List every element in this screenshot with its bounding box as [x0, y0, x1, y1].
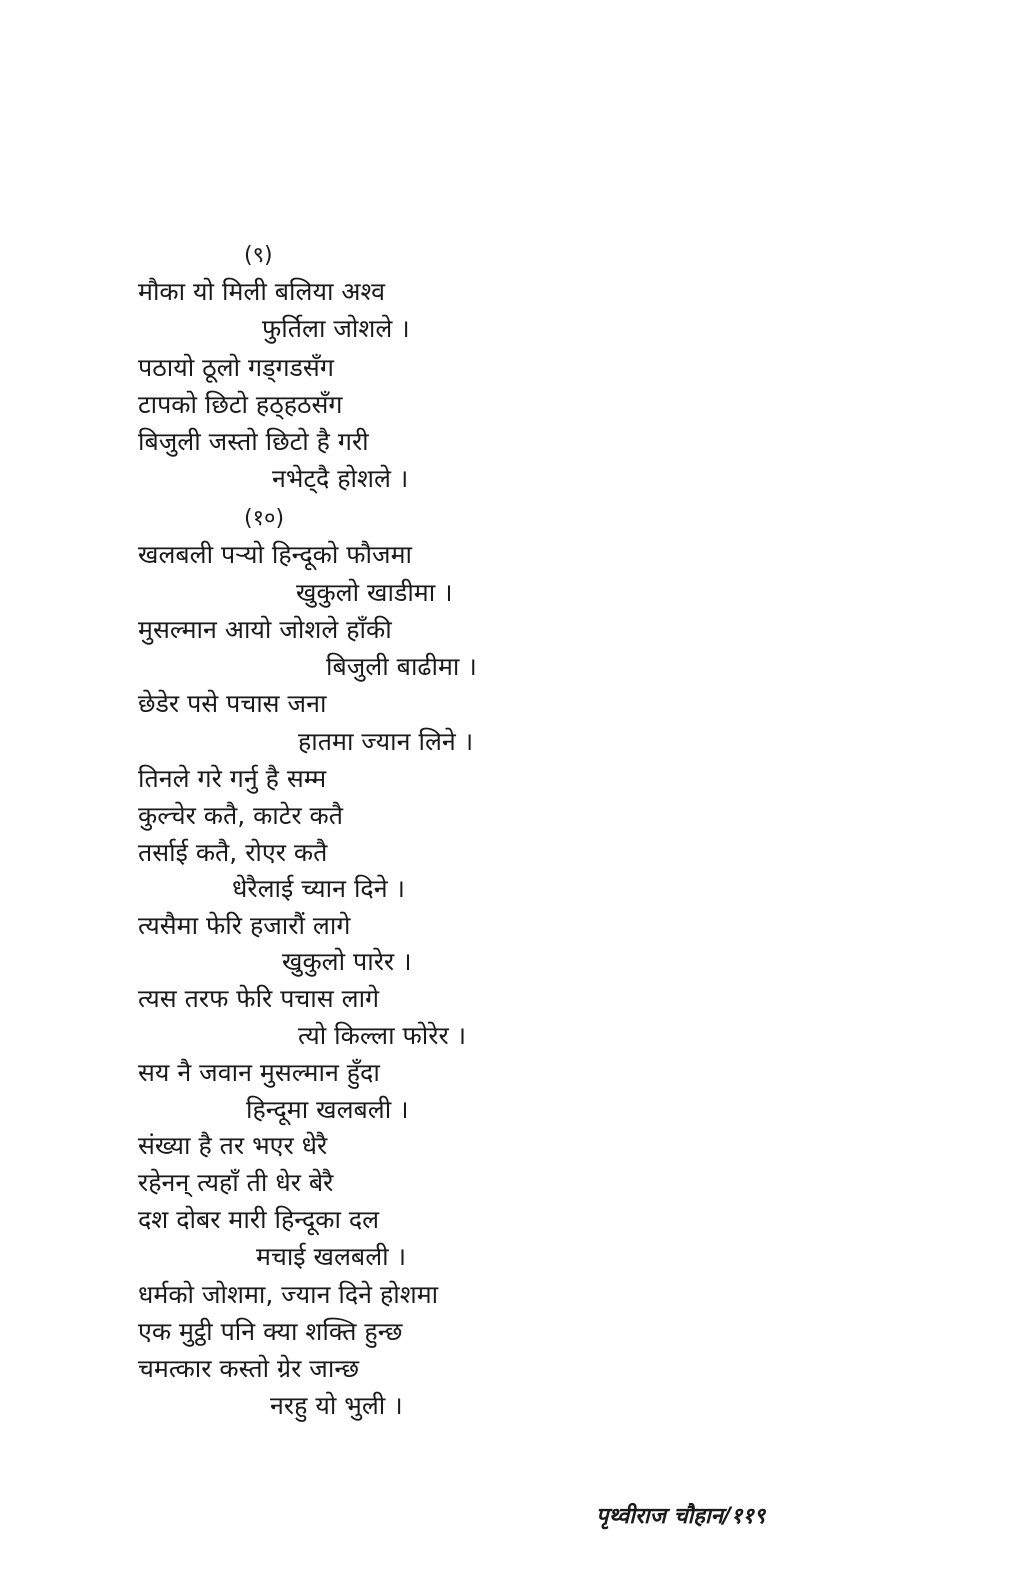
poem-line: मुसल्मान आयो जोशले हाँकी	[138, 615, 392, 644]
poem-line: चमत्कार कस्तो ग्रेर जान्छ	[138, 1354, 359, 1383]
poem-line: खुकुलो पारेर ।	[282, 947, 412, 976]
poem-line: खलबली पर्‍यो हिन्दूको फौजमा	[138, 540, 412, 569]
poem-line: संख्या है तर भएर धेरै	[138, 1131, 328, 1160]
poem-line: बिजुली बाढीमा ।	[326, 652, 477, 681]
poem-line: त्यस तरफ फेरि पचास लागे	[138, 984, 380, 1013]
poem-line: छेडेर पसे पचास जना	[138, 689, 327, 718]
poem-line: फुर्तिला जोशले ।	[262, 314, 410, 343]
poem-line: त्यो किल्ला फोरेर ।	[298, 1021, 467, 1050]
poem-line: पठायो ठूलो गड्गडसँग	[138, 353, 334, 382]
poem-line: रहेनन् त्यहाँ ती धेर बेरै	[138, 1168, 334, 1197]
running-footer: पृथ्वीराज चौहान/११९	[596, 1504, 766, 1529]
poem-line: बिजुली जस्तो छिटो है गरी	[138, 427, 369, 456]
poem-line: नरहु यो भुली ।	[270, 1391, 403, 1420]
poem-line: कुल्चेर कतै, काटेर कतै	[138, 801, 343, 830]
poem-line: खुकुलो खाडीमा ।	[296, 578, 453, 607]
poem-line: मचाई खलबली ।	[256, 1242, 407, 1271]
poem-line: धर्मको जोशमा, ज्यान दिने होशमा	[138, 1280, 439, 1309]
poem-line: धेरैलाई च्यान दिने ।	[232, 874, 405, 903]
poem-line: हिन्दूमा खलबली ।	[246, 1095, 409, 1124]
poem-line: त्यसैमा फेरि हजारौं लागे	[138, 911, 351, 940]
poem-line: तर्साई कतै, रोएर कतै	[138, 838, 328, 867]
stanza-10-number: (१०)	[244, 506, 285, 531]
poem-line: दश दोबर मारी हिन्दूका दल	[138, 1205, 380, 1234]
poem-line: एक मुट्ठी पनि क्या शक्ति हुन्छ	[138, 1317, 403, 1346]
poem-line: सय नै जवान मुसल्मान हुँदा	[138, 1058, 380, 1087]
poem-line: तिनले गरे गर्नु है सम्म	[138, 764, 327, 793]
poem-line: मौका यो मिली बलिया अश्व	[138, 277, 386, 306]
poem-line: टापको छिटो हठ्हठसँग	[138, 390, 343, 419]
poem-line: नभेट्दै होशले ।	[272, 464, 409, 493]
poem-line: हातमा ज्यान लिने ।	[298, 727, 474, 756]
stanza-9-number: (९)	[244, 243, 273, 268]
